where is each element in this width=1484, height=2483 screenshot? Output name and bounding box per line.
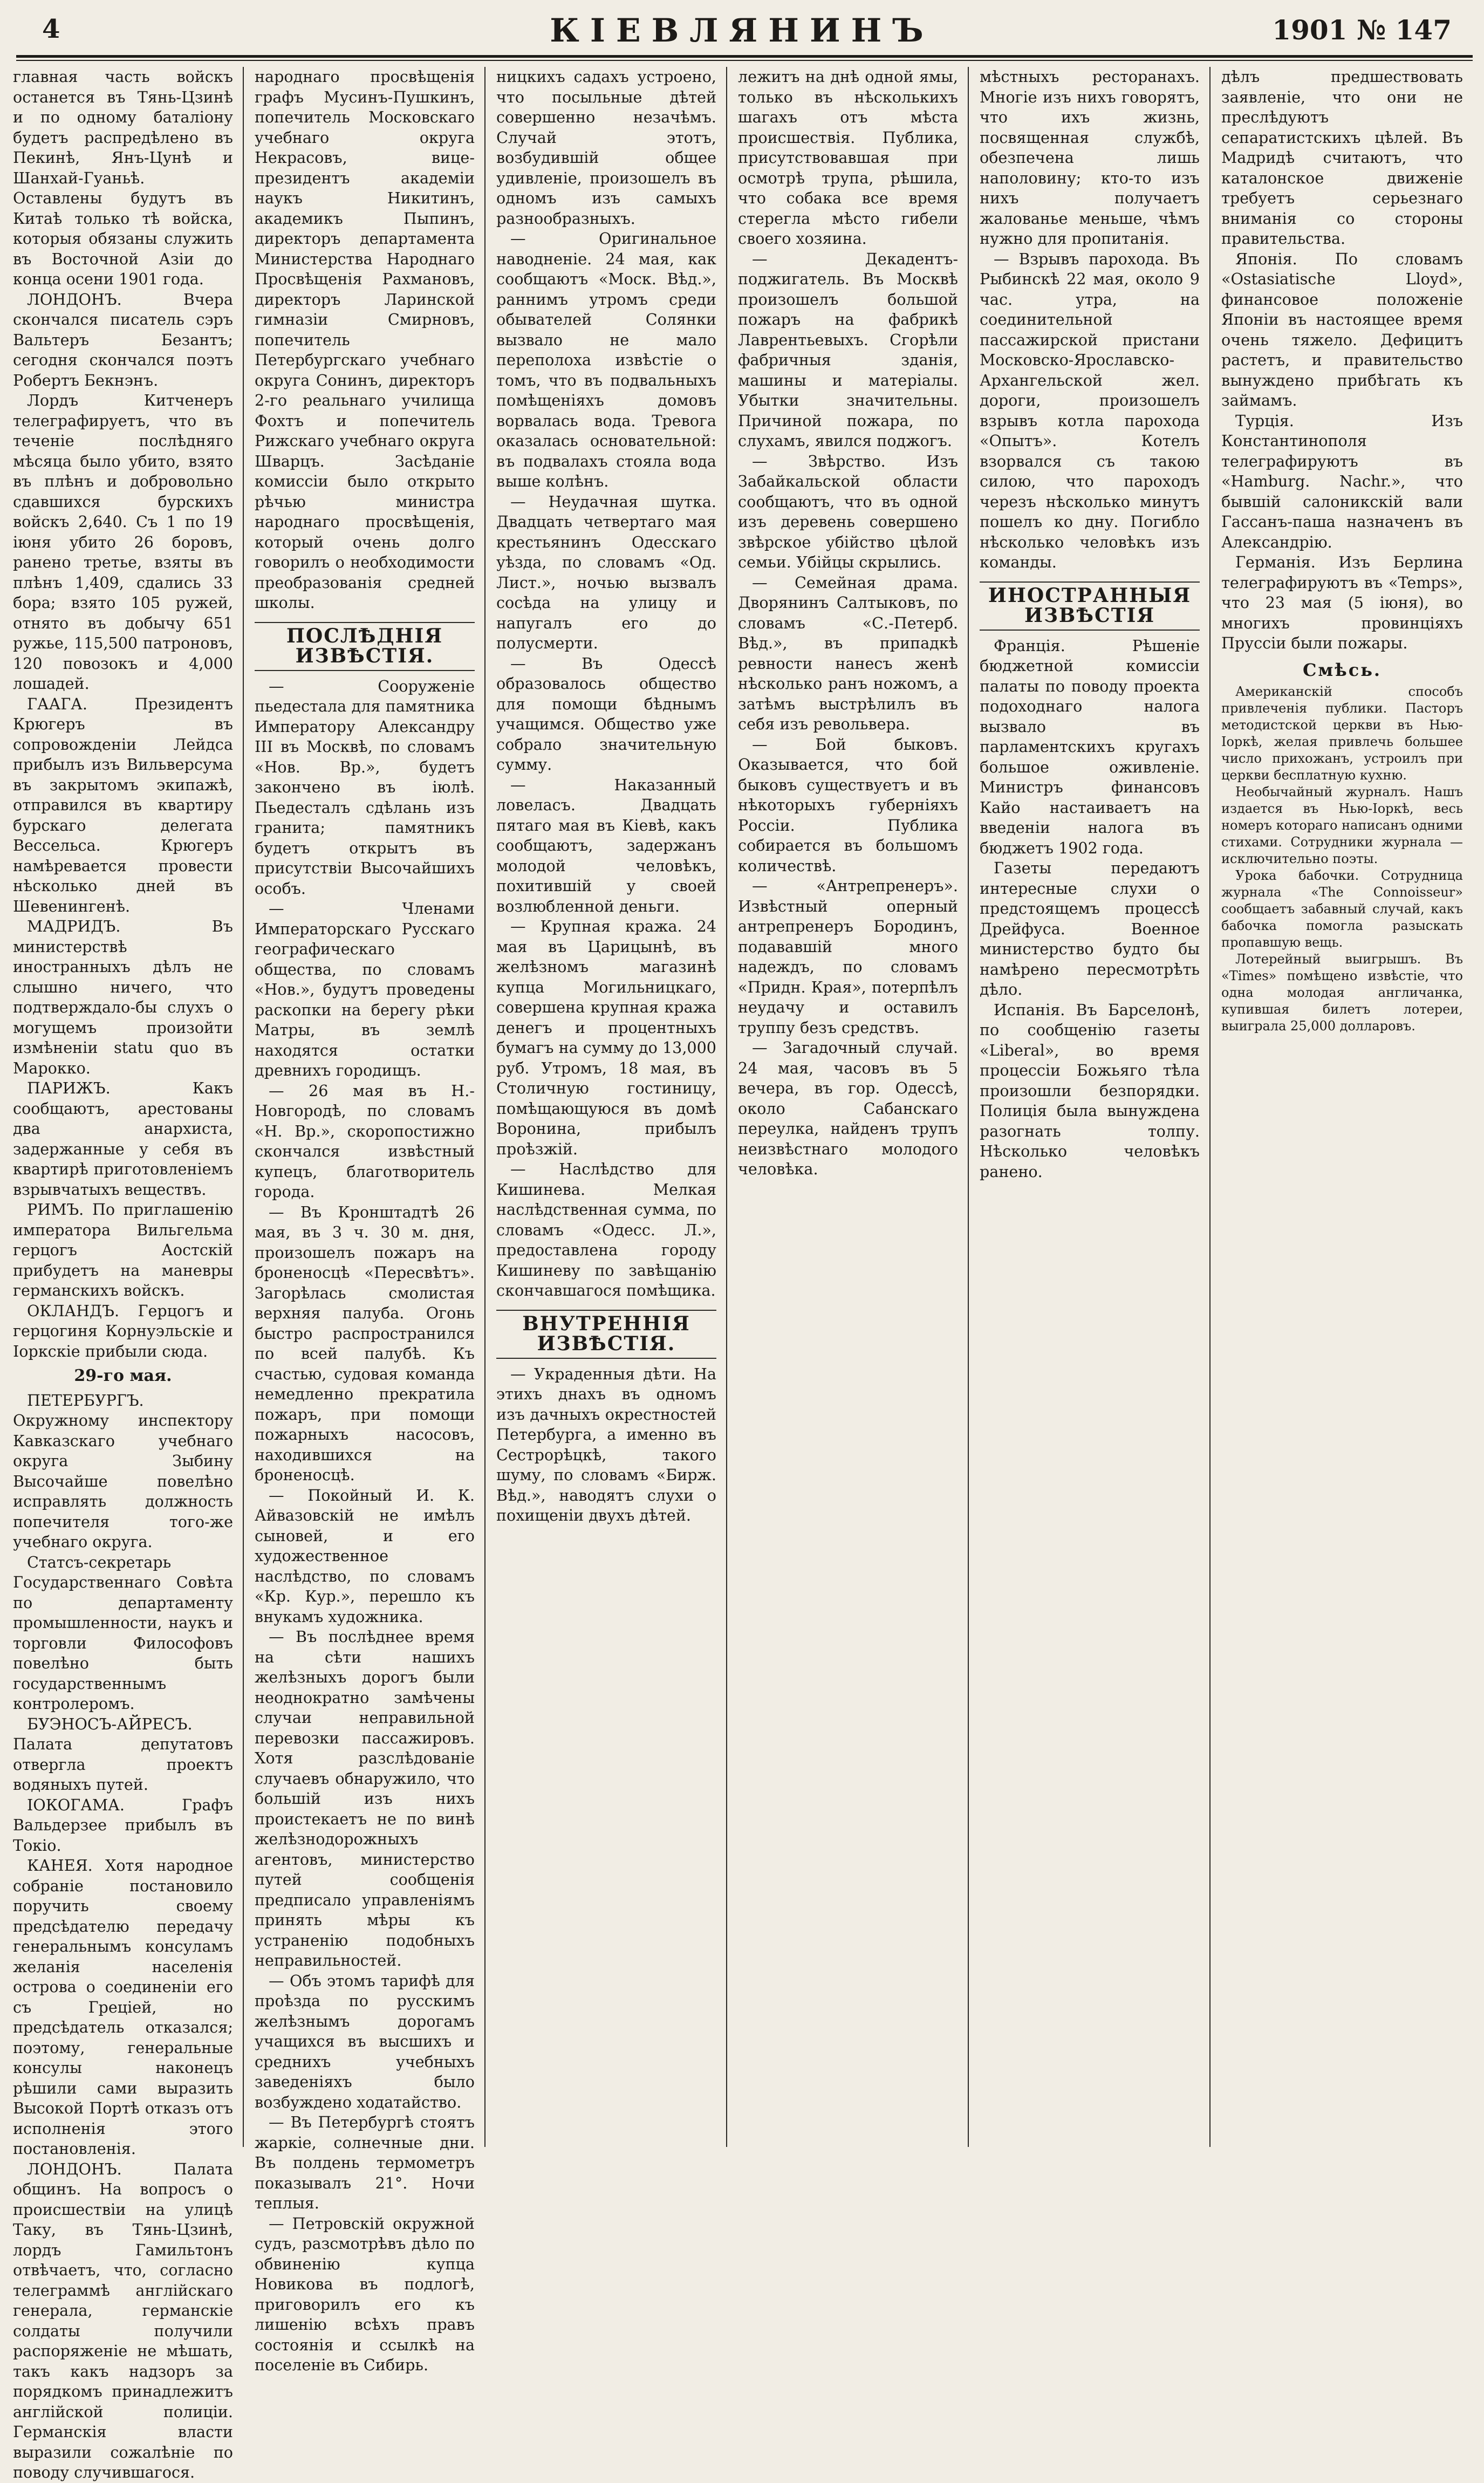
paragraph: — Въ Кронштадтѣ 26 мая, въ 3 ч. 30 м. дня, произошелъ пожаръ на броненосцѣ «Пересвѣтъ». Загорѣлась смолистая верхняя палуба. Огонь быстро распространился по всей палубѣ. Къ счастью, судовая команда немедленно прекратила пожаръ, при помощи пожарныхъ насосовъ, находившихся на броненосцѣ. bbox=[255, 1202, 475, 1484]
date-heading: 29-го мая. bbox=[74, 1366, 172, 1385]
paragraph: ницкихъ садахъ устроено, что посыльные дѣтей совершенно незачѣмъ. Случай этотъ, возбудившій общее удивленіе, произошелъ въ одномъ изъ самыхъ разнообразныхъ. bbox=[496, 67, 716, 228]
column-1 bbox=[13, 67, 233, 2481]
paragraph: — Объ этомъ тарифѣ для проѣзда по русскимъ желѣзнымъ дорогамъ учащихся въ высшихъ и среднихъ учебныхъ заведеніяхъ было возбуждено ходатайство. bbox=[255, 1971, 475, 2111]
section-heading-domestic-news: ВНУТРЕННІЯ ИЗВѢСТІЯ. bbox=[496, 1310, 716, 1359]
paragraph: Необычайный журналъ. Нашъ издается въ Нью-Іоркѣ, весь номеръ котораго написанъ одними стихами. Сотрудники журнала — исключительно поэты. bbox=[1221, 784, 1463, 866]
paragraph: Лордъ Китченеръ телеграфируетъ, что въ теченіе послѣдняго мѣсяца было убито, взято въ плѣнъ и добровольно сдавшихся бурскихъ войскъ 2,640. Съ 1 по 19 іюня убито 26 боровъ, ранено третье, взяты въ плѣнъ 1,409, сдались 33 бора; взято 105 ружей, отнято въ добычу 651 ружье, 115,500 патроновъ, 120 повозокъ и 4,000 лошадей. bbox=[13, 391, 233, 693]
paragraph: Турція. Изъ Константинополя телеграфируютъ въ «Hamburg. Nachr.», что бывшій салоникскій вали Гассанъ-паша назначенъ въ Александрію. bbox=[1221, 411, 1463, 551]
header-rule-thick bbox=[16, 55, 1473, 58]
paragraph: дѣлъ предшествовать заявленіе, что они не преслѣдуютъ сепаратистскихъ цѣлей. Въ Мадридѣ считаютъ, что каталонское движеніе требуетъ серьезнаго вниманія со стороны правительства. bbox=[1221, 67, 1463, 248]
paragraph: ЛОНДОНЪ. Вчера скончался писатель сэръ Вальтеръ Безантъ; сегодня скончался поэтъ Робертъ Бекнэнъ. bbox=[13, 290, 233, 389]
paragraph: — Взрывъ парохода. Въ Рыбинскѣ 22 мая, около 9 час. утра, на соединительной пассажирской пристани Московско-Ярославско-Архангельской жел. дороги, произошелъ взрывъ котла парохода «Опытъ». Котелъ взорвался съ такою силою, что пароходъ черезъ нѣсколько минутъ пошелъ ко дну. Погибло нѣсколько человѣкъ изъ команды. bbox=[980, 249, 1200, 571]
paragraph: народнаго просвѣщенія графъ Мусинъ-Пушкинъ, попечитель Московскаго учебнаго округа Некрасовъ, вице-президентъ академіи наукъ Никитинъ, академикъ Пыпинъ, директоръ департамента Министерства Народнаго Просвѣщенія Рахмановъ, директоръ Ларинской гимназіи Смирновъ, попечитель Петербургскаго учебнаго округа Сонинъ, директоръ 2-го реальнаго училища Фохтъ и попечитель Рижскаго учебнаго округа Шварцъ. Засѣданіе комиссіи было открыто рѣчью министра народнаго просвѣщенія, который очень долго говорилъ о необходимости преобразованія средней школы. bbox=[255, 67, 475, 612]
paragraph: МАДРИДЪ. Въ министерствѣ иностранныхъ дѣлъ не слышно ничего, что подтверждало-бы слухъ о могущемъ произойти измѣненіи statu quo въ Марокко. bbox=[13, 917, 233, 1077]
paragraph: — Сооруженіе пьедестала для памятника Императору Александру III въ Москвѣ, по словамъ «Нов. Вр.», будетъ закончено въ іюлѣ. Пьедесталъ сдѣлань изъ гранита; памятникъ будетъ открытъ въ присутствіи Высочайшихъ особъ. bbox=[255, 676, 475, 898]
paragraph: Газеты передаютъ интересные слухи о предстоящемъ процессѣ Дрейфуса. Военное министерство будто бы намѣрено пересмотрѣть дѣло. bbox=[980, 859, 1200, 998]
section-heading-miscellany: Смѣсь. bbox=[1302, 659, 1382, 680]
section-heading-latest-news: ПОСЛѢДНІЯ ИЗВѢСТІЯ. bbox=[255, 622, 475, 671]
paragraph: — Членами Императорскаго Русскаго географическаго общества, по словамъ «Нов.», будутъ проведены раскопки на берегу рѣки Матры, въ землѣ находятся остатки древнихъ городищъ. bbox=[255, 899, 475, 1079]
paragraph: главная часть войскъ останется въ Тянь-Цзинѣ и по одному баталіону будетъ распредѣлено въ Пекинѣ, Янъ-Цунѣ и Шанхай-Гуаньѣ. Оставлены будутъ въ Китаѣ только тѣ войска, которыя обязаны служить въ Восточной Азіи до конца осени 1901 года. bbox=[13, 67, 233, 288]
column-divider bbox=[968, 67, 969, 2147]
paragraph: — Въ послѣднее время на сѣти нашихъ желѣзныхъ дорогъ были неоднократно замѣчены случаи неправильной перевозки пассажировъ. Хотя разслѣдованіе случаевъ обнаружило, что большій изъ нихъ проистекаетъ не по винѣ желѣзнодорожныхъ агентовъ, министерство путей сообщенія предписало управленіямъ принять мѣры къ устраненію подобныхъ неправильностей. bbox=[255, 1627, 475, 1969]
masthead bbox=[0, 0, 1484, 65]
paragraph: — Декадентъ-поджигатель. Въ Москвѣ произошелъ большой пожаръ на фабрикѣ Лаврентьевыхъ. Сгорѣли фабричныя зданія, машины и матеріалы. Убытки значительны. Причиной пожара, по слухамъ, явился поджогъ. bbox=[738, 249, 958, 450]
paragraph: лежитъ на днѣ одной ямы, только въ нѣсколькихъ шагахъ отъ мѣста происшествія. Публика, присутствовавшая при осмотрѣ трупа, рѣшила, что собака все время стерегла мѣсто гибели своего хозяина. bbox=[738, 67, 958, 248]
paragraph: Испанія. Въ Барселонѣ, по сообщенію газеты «Liberal», во время процессіи Божьяго тѣла произошли безпорядки. Полиція была вынуждена разогнать толпу. Нѣсколько человѣкъ ранено. bbox=[980, 1000, 1200, 1181]
paragraph: Франція. Рѣшеніе бюджетной комиссіи палаты по поводу проекта подоходнаго налога вызвало въ парламентскихъ кругахъ большое оживленіе. Министръ финансовъ Кайо настаиваетъ на введеніи налога въ бюджетъ 1902 года. bbox=[980, 636, 1200, 857]
column-divider bbox=[726, 67, 727, 2147]
paragraph: БУЭНОСЪ-АЙРЕСЪ. Палата депутатовъ отвергла проектъ водяныхъ путей. bbox=[13, 1714, 233, 1794]
paragraph: — «Антрепренеръ». Извѣстный оперный антрепренеръ Бородинъ, подававшій много надеждъ, по словамъ «Придн. Края», потерпѣлъ неудачу и оставилъ труппу безъ средствъ. bbox=[738, 877, 958, 1037]
paragraph: Японія. По словамъ «Ostasiatische Lloyd», финансовое положеніе Японіи въ настоящее время очень тяжело. Дефицитъ растетъ, и правительство вынуждено прибѣгать къ займамъ. bbox=[1221, 249, 1463, 409]
paragraph: — Въ Петербургѣ стоятъ жаркіе, солнечные дни. Въ полдень термометръ показывалъ 21°. Ночи теплыя. bbox=[255, 2113, 475, 2212]
paragraph: — Крупная кража. 24 мая въ Царицынѣ, въ желѣзномъ магазинѣ купца Могильницкаго, совершена крупная кража денегъ и процентныхъ бумагъ на сумму до 13,000 руб. Утромъ, 18 мая, въ Столичную гостиницу, помѣщающуюся въ домѣ Воронина, прибылъ проѣзжій. bbox=[496, 917, 716, 1158]
column-2 bbox=[255, 67, 475, 2374]
column-divider bbox=[1209, 67, 1211, 2147]
column-divider bbox=[484, 67, 485, 2147]
paragraph: — Покойный И. К. Айвазовскій не имѣлъ сыновей, и его художественное наслѣдство, по словамъ «Кр. Кур.», перешло къ внукамъ художника. bbox=[255, 1486, 475, 1626]
paragraph: — Наслѣдство для Кишинева. Мелкая наслѣдственная сумма, по словамъ «Одесс. Л.», предоставлена городу Кишиневу по завѣщанію скончавшагося помѣщика. bbox=[496, 1160, 716, 1299]
column-3 bbox=[496, 67, 716, 2149]
column-6 bbox=[1221, 67, 1463, 2149]
section-heading-foreign-news: ИНОСТРАННЫЯ ИЗВѢСТІЯ bbox=[980, 582, 1200, 631]
paragraph: Германія. Изъ Берлина телеграфируютъ въ «Temps», что 23 мая (5 іюня), во многихъ провинціяхъ Пруссіи были пожары. bbox=[1221, 553, 1463, 652]
paragraph: — Въ Одессѣ образовалось общество для помощи бѣднымъ учащимся. Общество уже собрало значительную сумму. bbox=[496, 654, 716, 774]
paragraph: РИМЪ. По приглашенію императора Вильгельма герцогъ Аостскій прибудетъ на маневры германскихъ войскъ. bbox=[13, 1200, 233, 1299]
column-4 bbox=[738, 67, 958, 2149]
paragraph: ІОКОГАМА. Графъ Вальдерзее прибылъ въ Токіо. bbox=[13, 1795, 233, 1855]
paragraph: ГААГА. Президентъ Крюгеръ въ сопровожденіи Лейдса прибылъ изъ Вильверсума въ закрытомъ экипажѣ, отправился въ квартиру бурскаго делегата Вессельса. Крюгеръ намѣревается провести нѣсколько дней въ Шевенингенѣ. bbox=[13, 694, 233, 915]
header-rule-thin bbox=[16, 60, 1473, 61]
paragraph: Статсъ-секретарь Государственнаго Совѣта по департаменту промышленности, наукъ и торговли Философовъ повелѣно быть государственнымъ контролеромъ. bbox=[13, 1552, 233, 1713]
issue-number: 1901 № 147 bbox=[1272, 14, 1452, 46]
paragraph: — Наказанный ловеласъ. Двадцать пятаго мая въ Кіевѣ, какъ сообщаютъ, задержанъ молодой человѣкъ, похитившій у своей возлюбленной деньги. bbox=[496, 775, 716, 915]
newspaper-title: КІЕВЛЯНИНЪ bbox=[550, 12, 934, 50]
paragraph: — Семейная драма. Дворянинъ Салтыковъ, по словамъ «С.-Петерб. Вѣд.», въ припадкѣ ревности нанесъ женѣ нѣсколько ранъ ножомъ, а затѣмъ выстрѣлилъ въ себя изъ револьвера. bbox=[738, 573, 958, 733]
paragraph: мѣстныхъ ресторанахъ. Многіе изъ нихъ говорятъ, что ихъ жизнь, посвященная службѣ, обезпечена лишь наполовину; кто-то изъ нихъ получаетъ жалованье меньше, чѣмъ нужно для пропитанія. bbox=[980, 67, 1200, 248]
paragraph: — Оригинальное наводненіе. 24 мая, как сообщаютъ «Моск. Вѣд.», раннимъ утромъ среди обывателей Солянки вызвало не мало переполоха извѣстіе о томъ, что въ подвальныхъ помѣщеніяхъ домовъ ворвалась вода. Тревога оказалась основательной: въ подвалахъ стояла вода выше колѣнъ. bbox=[496, 229, 716, 490]
column-5 bbox=[980, 67, 1200, 2149]
paragraph: ПАРИЖЪ. Какъ сообщаютъ, арестованы два анархиста, задержанные у себя въ квартирѣ приготовленіемъ взрывчатыхъ веществъ. bbox=[13, 1079, 233, 1199]
paragraph: — Неудачная шутка. Двадцать четвертаго мая крестьянинъ Одесскаго уѣзда, по словамъ «Од. Лист.», ночью вызвалъ сосѣда на улицу и напугалъ его до полусмерти. bbox=[496, 492, 716, 652]
paragraph: — 26 мая въ Н.-Новгородѣ, по словамъ «Н. Вр.», скоропостижно скончался извѣстный купецъ, благотворитель города. bbox=[255, 1081, 475, 1201]
paragraph: — Загадочный случай. 24 мая, часовъ въ 5 вечера, въ гор. Одессѣ, около Сабанскаго переулка, найденъ трупъ неизвѣстнаго молодого человѣка. bbox=[738, 1038, 958, 1178]
page-number: 4 bbox=[42, 14, 60, 44]
paragraph: — Бой быковъ. Оказывается, что бой быковъ существуетъ и въ нѣкоторыхъ губерніяхъ Россіи. Публика собирается въ большомъ количествѣ. bbox=[738, 735, 958, 875]
paragraph: — Украденныя дѣти. На этихъ днахъ въ одномъ изъ дачныхъ окрестностей Петербурга, а именно въ Сестрорѣцкѣ, такого шуму, по словамъ «Бирж. Вѣд.», наводятъ слухи о похищеніи двухъ дѣтей. bbox=[496, 1364, 716, 1524]
paragraph: КАНЕЯ. Хотя народное собраніе постановило поручить своему предсѣдателю передачу генеральнымъ консуламъ желанія населенія острова о соединеніи его съ Греціей, но предсѣдатель отказался; поэтому, генеральные консулы наконецъ рѣшили сами выразить Высокой Портѣ отказъ отъ исполненія этого постановленія. bbox=[13, 1856, 233, 2158]
paragraph: ЛОНДОНЪ. Палата общинъ. На вопросъ о происшествіи на улицѣ Таку, въ Тянь-Цзинѣ, лордъ Гамильтонъ отвѣчаетъ, что, согласно телеграммѣ англійскаго генерала, германскіе солдаты получили распоряженіе не мѣшать, такъ какъ надзоръ за порядкомъ принадлежитъ англійской полиціи. Германскія власти выразили сожалѣніе по поводу случившагося. bbox=[13, 2159, 233, 2481]
paragraph: Урока бабочки. Сотрудница журнала «The Connoisseur» сообщаетъ забавный случай, какъ бабочка помогла разыскать пропавшую вещь. bbox=[1221, 868, 1463, 950]
paragraph: — Звѣрство. Изъ Забайкальской области сообщаютъ, что въ одной изъ деревень совершено звѣрское убійство цѣлой семьи. Убійцы скрылись. bbox=[738, 452, 958, 571]
paragraph: ОКЛАНДЪ. Герцогъ и герцогиня Корнуэльскіе и Іоркскіе прибыли сюда. bbox=[13, 1301, 233, 1360]
paragraph: Лотерейный выигрышъ. Въ «Times» помѣщено извѣстіе, что одна молодая англичанка, купившая билетъ лотереи, выиграла 25,000 долларовъ. bbox=[1221, 952, 1463, 1034]
paragraph: — Петровскій окружной судъ, разсмотрѣвъ дѣло по обвиненію купца Новикова въ подлогѣ, приговорилъ его къ лишенію всѣхъ правъ состоянія и ссылкѣ на поселеніе въ Сибирь. bbox=[255, 2214, 475, 2374]
paragraph: ПЕТЕРБУРГЪ. Окружному инспектору Кавказскаго учебнаго округа Зыбину Высочайше повелѣно исправлять должность попечителя того-же учебнаго округа. bbox=[13, 1391, 233, 1551]
column-divider bbox=[243, 67, 244, 2147]
paragraph: Американскій способъ привлеченія публики. Пасторъ методистской церкви въ Нью-Іоркѣ, желая привлечь большее число прихожанъ, устроилъ при церкви бесплатную кухню. bbox=[1221, 684, 1463, 783]
